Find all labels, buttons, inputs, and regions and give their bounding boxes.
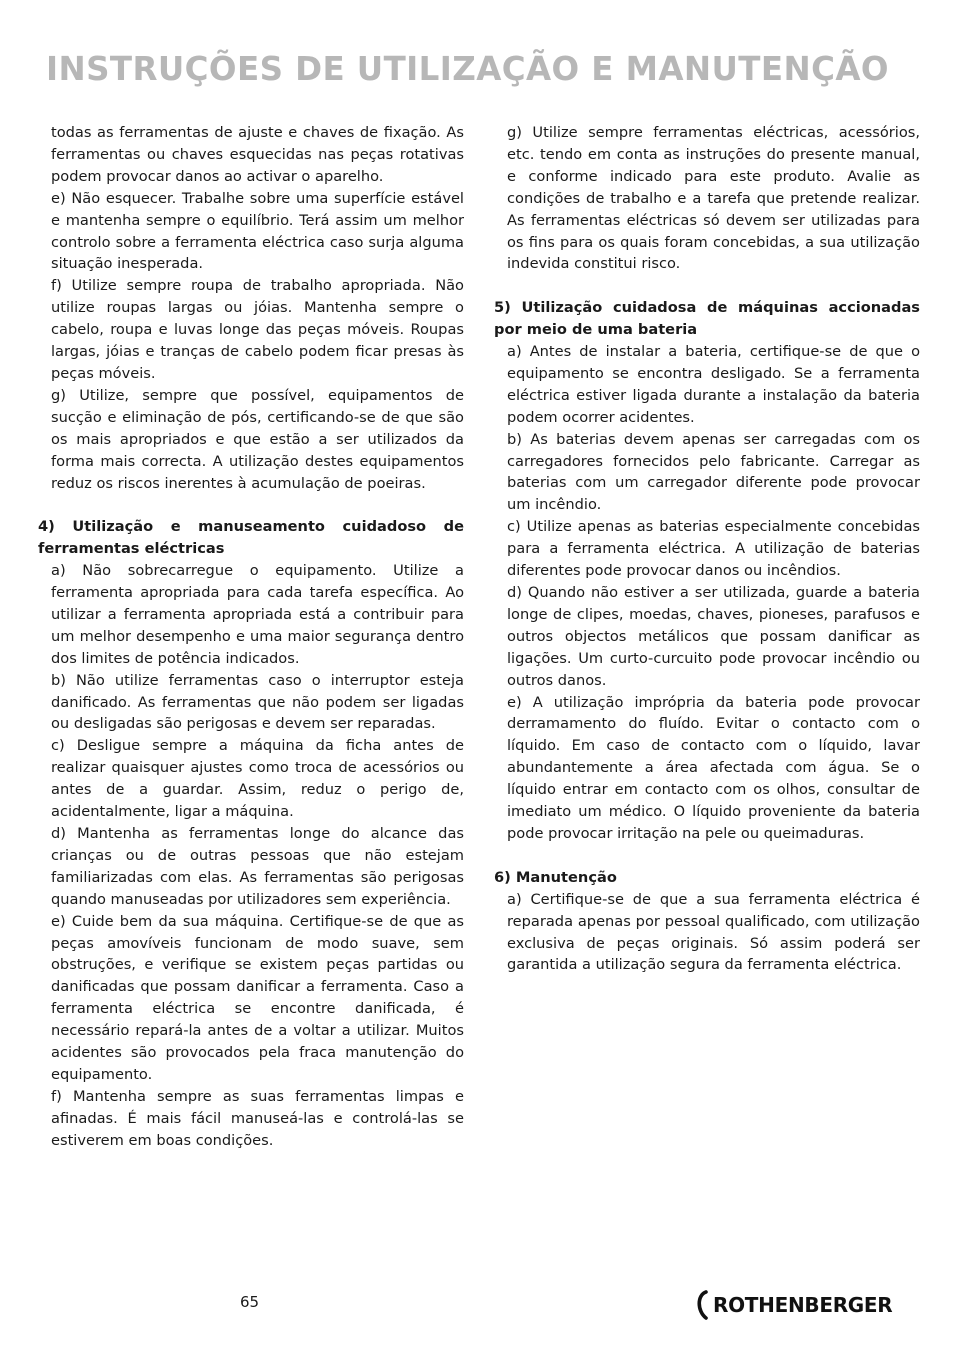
paragraph: d) Mantenha as ferramentas longe do alcance das crianças ou de outras pessoas que não estejam familiarizadas com elas. As ferramentas são perigosas quando manuseadas por utilizadores sem experiência. <box>51 824 464 908</box>
paragraph: f) Mantenha sempre as suas ferramentas limpas e afinadas. É mais fácil manuseá-las e controlá-las se estiverem em boas condições. <box>51 1087 464 1149</box>
paragraph: e) A utilização imprópria da bateria pode provocar derramamento do fluído. Evitar o contacto com o líquido. Em caso de contacto com o líquido, lavar abundantemente a área afectada com água. Se o líquido entrar em contacto com os olhos, consultar de imediato um médico. O líquido proveniente da bateria pode provocar irritação na pele ou queimaduras. <box>507 693 920 842</box>
paragraph: e) Não esquecer. Trabalhe sobre uma superfície estável e mantenha sempre o equilíbrio. Terá assim um melhor controlo sobre a ferramenta eléctrica caso surja alguma situação inesperada. <box>51 189 464 273</box>
brand-logo <box>694 1288 916 1322</box>
paragraph: a) Antes de instalar a bateria, certifique-se de que o equipamento se encontra desligado. Se a ferramenta eléctrica estiver ligada durante a instalação da bateria podem ocorrer acidentes. <box>507 343 920 426</box>
spacer <box>38 494 464 516</box>
right-column <box>494 122 920 976</box>
paragraph: b) Não utilize ferramentas caso o interruptor esteja danificado. As ferramentas que não podem ser ligadas ou desligadas são perigosas e devem ser reparadas. <box>51 671 464 733</box>
paragraph: todas as ferramentas de ajuste e chaves de fixação. As ferramentas ou chaves esquecidas nas peças rotativas podem provocar danos ao activar o aparelho. <box>51 124 464 185</box>
paragraph: b) As baterias devem apenas ser carregadas com os carregadores fornecidos pelo fabricante. Carregar as baterias com um carregador diferente pode provocar um incêndio. <box>507 430 920 514</box>
paragraph: g) Utilize sempre ferramentas eléctricas, acessórios, etc. tendo em conta as instruções do presente manual, e conforme indicado para este produto. Avalie as condições de trabalho e a tarefa que pretende realizar. As ferramentas eléctricas só devem ser utilizadas para os fins para os quais foram concebidas, a sua utilização indevida constitui risco. <box>507 124 920 273</box>
paragraph: a) Não sobrecarregue o equipamento. Utilize a ferramenta apropriada para cada tarefa específica. Ao utilizar a ferramenta apropriada está a contribuir para um melhor desempenho e uma maior segurança dentro dos limites de potência indicados. <box>51 562 464 667</box>
section-heading: 5) Utilização cuidadosa de máquinas accionadas por meio de uma bateria <box>494 299 920 339</box>
spacer <box>494 845 920 867</box>
left-column <box>38 122 464 1152</box>
paragraph: e) Cuide bem da sua máquina. Certifique-se de que as peças amovíveis funcionam de modo suave, sem obstruções, e verifique se existem peças partidas ou danificadas que possam danificar a ferramenta. Caso a ferramenta eléctrica se encontre danificada, é necessário repará-la antes de a voltar a utilizar. Muitos acidentes são provocados pela fraca manutenção do equipamento. <box>51 912 464 1083</box>
paragraph: f) Utilize sempre roupa de trabalho apropriada. Não utilize roupas largas ou jóias. Mantenha sempre o cabelo, roupa e luvas longe das peças móveis. Roupas largas, jóias e tranças de cabelo podem ficar presas às peças móveis. <box>51 277 464 382</box>
rothenberger-logo-icon <box>694 1289 712 1321</box>
brand-name: ROTHENBERGER <box>713 1293 893 1317</box>
paragraph: a) Certifique-se de que a sua ferramenta eléctrica é reparada apenas por pessoal qualificado, com utilização exclusiva de peças originais. Só assim poderá ser garantida a utilização segura da ferramenta eléctrica. <box>507 890 920 974</box>
section-heading: 4) Utilização e manuseamento cuidadoso de ferramentas eléctricas <box>38 518 464 558</box>
paragraph: g) Utilize, sempre que possível, equipamentos de sucção e eliminação de pós, certificando-se de que são os mais apropriados e que estão a ser utilizados da forma mais correcta. A utilização destes equipamentos reduz os riscos inerentes à acumulação de poeiras. <box>51 386 464 492</box>
paragraph: c) Utilize apenas as baterias especialmente concebidas para a ferramenta eléctrica. A utilização de baterias diferentes pode provocar danos ou incêndios. <box>507 518 920 580</box>
spacer <box>494 275 920 297</box>
page-title: INSTRUÇÕES DE UTILIZAÇÃO E MANUTENÇÃO <box>46 50 889 88</box>
paragraph: c) Desligue sempre a máquina da ficha antes de realizar quaisquer ajustes como troca de acessórios ou antes de a guardar. Assim, reduz o perigo de, acidentalmente, ligar a máquina. <box>51 737 464 821</box>
paragraph: d) Quando não estiver a ser utilizada, guarde a bateria longe de clipes, moedas, chaves, pioneses, parafusos e outros objectos metálicos que possam danificar as ligações. Um curto-curcuito pode provocar incêndio ou outros danos. <box>507 584 920 689</box>
section-heading: 6) Manutenção <box>494 868 617 886</box>
page-number: 65 <box>240 1293 260 1311</box>
